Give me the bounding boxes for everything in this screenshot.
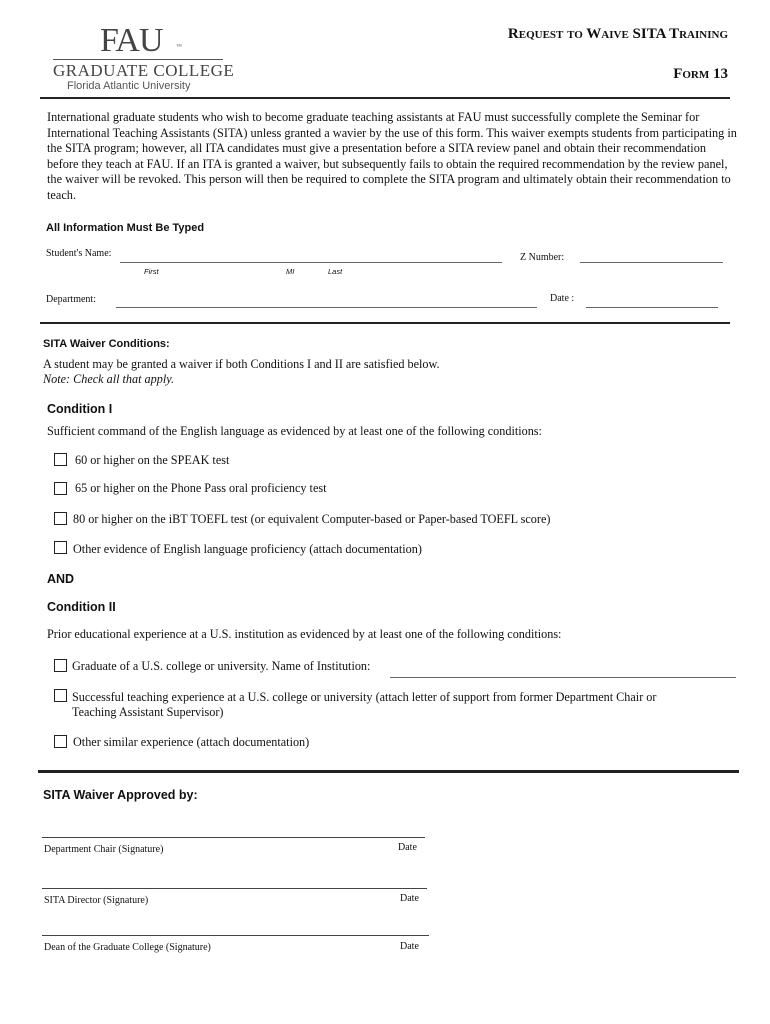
sita-director-date-label: Date (400, 893, 419, 904)
condition-2-description: Prior educational experience at a U.S. institution as evidenced by at least one of the following conditions: (47, 627, 562, 641)
option-teaching-experience-cont: Teaching Assistant Supervisor) (72, 705, 224, 719)
znumber-field[interactable] (580, 262, 723, 263)
checkbox-toefl[interactable] (54, 512, 67, 525)
department-chair-date-label: Date (398, 842, 417, 853)
approval-heading: SITA Waiver Approved by: (43, 788, 198, 802)
condition-1-description: Sufficient command of the English language as evidenced by at least one of the following conditions: (47, 424, 542, 438)
condition-1-title: Condition I (47, 402, 113, 416)
form-title: Request to Waive SITA Training (507, 26, 728, 42)
dean-date-label: Date (400, 941, 419, 952)
department-label: Department: (46, 294, 96, 305)
logo-university-name: Florida Atlantic University (67, 80, 191, 92)
header-divider (40, 97, 730, 99)
checkbox-other-experience[interactable] (54, 735, 67, 748)
department-field[interactable] (116, 307, 537, 308)
middle-initial-label: MI (286, 267, 295, 276)
department-chair-label: Department Chair (Signature) (44, 844, 164, 855)
date-field[interactable] (586, 307, 718, 308)
checkbox-phone-pass[interactable] (54, 482, 67, 495)
form-number: Form 13 (673, 66, 728, 82)
fau-logo-mark: FAU (100, 22, 163, 59)
option-toefl: 80 or higher on the iBT TOEFL test (or equivalent Computer-based or Paper-based TOEFL score) (73, 512, 551, 526)
option-teaching-experience: Successful teaching experience at a U.S. college or university (attach letter of support from former Department Chair or (72, 690, 657, 704)
condition-2-title: Condition II (47, 600, 116, 614)
conditions-note: Note: Check all that apply. (43, 372, 174, 386)
institution-name-field[interactable] (390, 677, 736, 678)
dean-signature-line[interactable] (42, 935, 429, 936)
option-speak: 60 or higher on the SPEAK test (75, 453, 230, 467)
info-heading: All Information Must Be Typed (46, 222, 205, 234)
date-label: Date : (550, 293, 575, 304)
checkbox-other-english[interactable] (54, 541, 67, 554)
and-label: AND (47, 572, 75, 586)
checkbox-speak[interactable] (54, 453, 67, 466)
student-name-field[interactable] (120, 262, 502, 263)
logo-graduate-college: GRADUATE COLLEGE (53, 61, 235, 80)
option-us-graduate: Graduate of a U.S. college or university. Name of Institution: (72, 659, 371, 673)
dean-label: Dean of the Graduate College (Signature) (44, 942, 211, 953)
info-divider (40, 322, 730, 324)
student-name-label: Student's Name: (46, 248, 112, 259)
first-name-label: First (144, 267, 159, 276)
option-other-english: Other evidence of English language proficiency (attach documentation) (73, 542, 422, 556)
conditions-divider (38, 770, 739, 773)
intro-paragraph: International graduate students who wish to become graduate teaching assistants at FAU must successfully complete the Seminar for International Teaching Assistants (SITA) unless granted a wavier by the use of this form. This waiver exempts students from participating in the SITA program; however, all ITA candidates must give a presentation before a SITA review panel and obtain their recommendation before they teach at FAU. If an ITA is granted a waiver, but subsequently fails to obtain the required recommendation by the review panel, the waiver will be revoked. This person will then be required to complete the SITA program and ultimately obtain their recommendation to teach. (47, 110, 737, 202)
trademark-symbol: ™ (176, 44, 182, 50)
znumber-label: Z Number: (520, 252, 565, 263)
department-chair-signature-line[interactable] (42, 837, 425, 838)
option-other-experience: Other similar experience (attach documentation) (73, 735, 310, 749)
checkbox-teaching-experience[interactable] (54, 689, 67, 702)
checkbox-us-graduate[interactable] (54, 659, 67, 672)
sita-director-signature-line[interactable] (42, 888, 427, 889)
conditions-intro: A student may be granted a waiver if both Conditions I and II are satisfied below. (43, 357, 440, 371)
conditions-heading: SITA Waiver Conditions: (43, 338, 170, 350)
last-name-label: Last (328, 267, 343, 276)
option-phone-pass: 65 or higher on the Phone Pass oral proficiency test (75, 481, 327, 495)
sita-director-label: SITA Director (Signature) (44, 895, 149, 906)
logo-divider (53, 59, 223, 60)
